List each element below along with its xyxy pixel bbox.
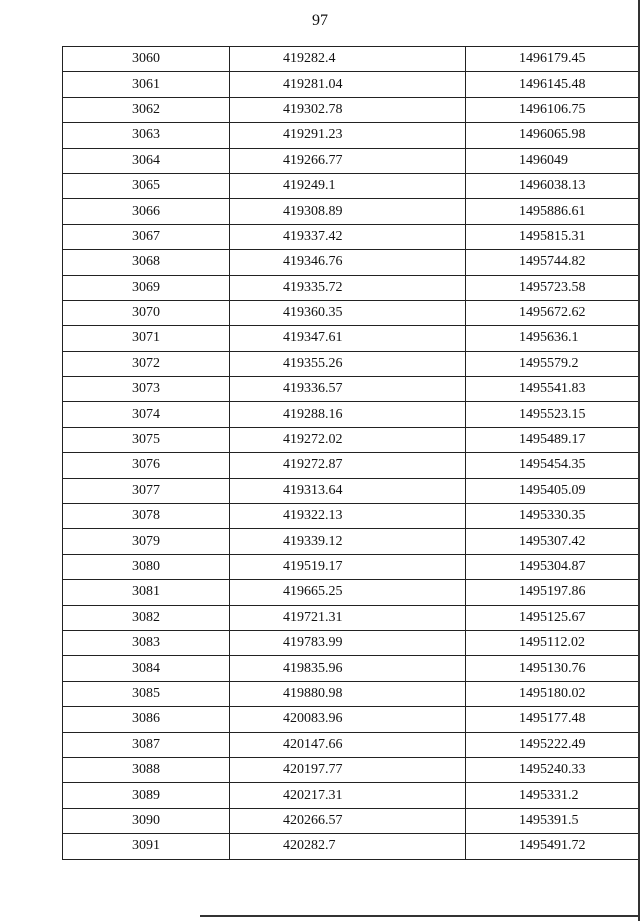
- x-coordinate-cell: 420083.96: [230, 707, 466, 732]
- table-row: [63, 123, 640, 148]
- y-coordinate-cell: 1496145.48: [466, 72, 640, 97]
- point-id-cell: 3070: [63, 300, 230, 325]
- x-coordinate-cell: 419355.26: [230, 351, 466, 376]
- table-row: [63, 554, 640, 579]
- point-id-cell: 3078: [63, 504, 230, 529]
- table-row: [63, 580, 640, 605]
- y-coordinate-cell: 1495240.33: [466, 757, 640, 782]
- point-id-cell: 3089: [63, 783, 230, 808]
- x-coordinate-cell: 419360.35: [230, 300, 466, 325]
- scan-edge-bottom: [200, 915, 640, 917]
- y-coordinate-cell: 1495523.15: [466, 402, 640, 427]
- table-row: [63, 275, 640, 300]
- point-id-cell: 3072: [63, 351, 230, 376]
- coordinate-table: [62, 46, 640, 860]
- x-coordinate-cell: 419347.61: [230, 326, 466, 351]
- point-id-cell: 3064: [63, 148, 230, 173]
- table-row: [63, 224, 640, 249]
- table-row: [63, 783, 640, 808]
- table-row: [63, 834, 640, 859]
- point-id-cell: 3080: [63, 554, 230, 579]
- table-row: [63, 377, 640, 402]
- y-coordinate-cell: 1495177.48: [466, 707, 640, 732]
- point-id-cell: 3085: [63, 681, 230, 706]
- point-id-cell: 3086: [63, 707, 230, 732]
- y-coordinate-cell: 1496038.13: [466, 173, 640, 198]
- coordinate-table-body: [63, 47, 640, 860]
- table-row: [63, 504, 640, 529]
- y-coordinate-cell: 1495130.76: [466, 656, 640, 681]
- x-coordinate-cell: 419322.13: [230, 504, 466, 529]
- y-coordinate-cell: 1495330.35: [466, 504, 640, 529]
- x-coordinate-cell: 420266.57: [230, 808, 466, 833]
- x-coordinate-cell: 419272.02: [230, 427, 466, 452]
- y-coordinate-cell: 1495197.86: [466, 580, 640, 605]
- x-coordinate-cell: 419336.57: [230, 377, 466, 402]
- table-row: [63, 173, 640, 198]
- point-id-cell: 3077: [63, 478, 230, 503]
- y-coordinate-cell: 1495180.02: [466, 681, 640, 706]
- table-row: [63, 529, 640, 554]
- x-coordinate-cell: 419308.89: [230, 199, 466, 224]
- table-row: [63, 402, 640, 427]
- point-id-cell: 3062: [63, 97, 230, 122]
- x-coordinate-cell: 420217.31: [230, 783, 466, 808]
- y-coordinate-cell: 1496106.75: [466, 97, 640, 122]
- table-row: [63, 732, 640, 757]
- point-id-cell: 3091: [63, 834, 230, 859]
- x-coordinate-cell: 419665.25: [230, 580, 466, 605]
- y-coordinate-cell: 1495391.5: [466, 808, 640, 833]
- point-id-cell: 3066: [63, 199, 230, 224]
- table-row: [63, 250, 640, 275]
- x-coordinate-cell: 419249.1: [230, 173, 466, 198]
- table-row: [63, 453, 640, 478]
- point-id-cell: 3069: [63, 275, 230, 300]
- x-coordinate-cell: 419288.16: [230, 402, 466, 427]
- coordinate-table-container: [62, 46, 595, 860]
- x-coordinate-cell: 419272.87: [230, 453, 466, 478]
- y-coordinate-cell: 1495307.42: [466, 529, 640, 554]
- point-id-cell: 3063: [63, 123, 230, 148]
- point-id-cell: 3071: [63, 326, 230, 351]
- y-coordinate-cell: 1495541.83: [466, 377, 640, 402]
- x-coordinate-cell: 419281.04: [230, 72, 466, 97]
- point-id-cell: 3061: [63, 72, 230, 97]
- table-row: [63, 199, 640, 224]
- x-coordinate-cell: 419291.23: [230, 123, 466, 148]
- x-coordinate-cell: 419282.4: [230, 47, 466, 72]
- table-row: [63, 757, 640, 782]
- y-coordinate-cell: 1495886.61: [466, 199, 640, 224]
- x-coordinate-cell: 419339.12: [230, 529, 466, 554]
- x-coordinate-cell: 420147.66: [230, 732, 466, 757]
- point-id-cell: 3088: [63, 757, 230, 782]
- y-coordinate-cell: 1495636.1: [466, 326, 640, 351]
- point-id-cell: 3075: [63, 427, 230, 452]
- y-coordinate-cell: 1495723.58: [466, 275, 640, 300]
- x-coordinate-cell: 419783.99: [230, 630, 466, 655]
- table-row: [63, 97, 640, 122]
- point-id-cell: 3076: [63, 453, 230, 478]
- point-id-cell: 3079: [63, 529, 230, 554]
- x-coordinate-cell: 420282.7: [230, 834, 466, 859]
- point-id-cell: 3073: [63, 377, 230, 402]
- y-coordinate-cell: 1496179.45: [466, 47, 640, 72]
- x-coordinate-cell: 419313.64: [230, 478, 466, 503]
- x-coordinate-cell: 419835.96: [230, 656, 466, 681]
- y-coordinate-cell: 1496049: [466, 148, 640, 173]
- x-coordinate-cell: 419335.72: [230, 275, 466, 300]
- table-row: [63, 808, 640, 833]
- point-id-cell: 3082: [63, 605, 230, 630]
- x-coordinate-cell: 419337.42: [230, 224, 466, 249]
- table-row: [63, 47, 640, 72]
- y-coordinate-cell: 1495744.82: [466, 250, 640, 275]
- x-coordinate-cell: 419721.31: [230, 605, 466, 630]
- point-id-cell: 3090: [63, 808, 230, 833]
- x-coordinate-cell: 420197.77: [230, 757, 466, 782]
- table-row: [63, 707, 640, 732]
- point-id-cell: 3068: [63, 250, 230, 275]
- point-id-cell: 3065: [63, 173, 230, 198]
- table-row: [63, 351, 640, 376]
- point-id-cell: 3087: [63, 732, 230, 757]
- point-id-cell: 3074: [63, 402, 230, 427]
- x-coordinate-cell: 419346.76: [230, 250, 466, 275]
- table-row: [63, 478, 640, 503]
- y-coordinate-cell: 1495454.35: [466, 453, 640, 478]
- table-row: [63, 681, 640, 706]
- y-coordinate-cell: 1495491.72: [466, 834, 640, 859]
- y-coordinate-cell: 1495304.87: [466, 554, 640, 579]
- point-id-cell: 3067: [63, 224, 230, 249]
- y-coordinate-cell: 1495815.31: [466, 224, 640, 249]
- x-coordinate-cell: 419519.17: [230, 554, 466, 579]
- table-row: [63, 427, 640, 452]
- y-coordinate-cell: 1495125.67: [466, 605, 640, 630]
- point-id-cell: 3084: [63, 656, 230, 681]
- x-coordinate-cell: 419266.77: [230, 148, 466, 173]
- y-coordinate-cell: 1495579.2: [466, 351, 640, 376]
- table-row: [63, 148, 640, 173]
- y-coordinate-cell: 1496065.98: [466, 123, 640, 148]
- table-row: [63, 605, 640, 630]
- x-coordinate-cell: 419880.98: [230, 681, 466, 706]
- point-id-cell: 3060: [63, 47, 230, 72]
- y-coordinate-cell: 1495489.17: [466, 427, 640, 452]
- table-row: [63, 72, 640, 97]
- y-coordinate-cell: 1495112.02: [466, 630, 640, 655]
- table-row: [63, 630, 640, 655]
- point-id-cell: 3081: [63, 580, 230, 605]
- y-coordinate-cell: 1495672.62: [466, 300, 640, 325]
- page-number: 97: [312, 12, 328, 29]
- x-coordinate-cell: 419302.78: [230, 97, 466, 122]
- y-coordinate-cell: 1495222.49: [466, 732, 640, 757]
- table-row: [63, 656, 640, 681]
- y-coordinate-cell: 1495405.09: [466, 478, 640, 503]
- table-row: [63, 300, 640, 325]
- y-coordinate-cell: 1495331.2: [466, 783, 640, 808]
- table-row: [63, 326, 640, 351]
- point-id-cell: 3083: [63, 630, 230, 655]
